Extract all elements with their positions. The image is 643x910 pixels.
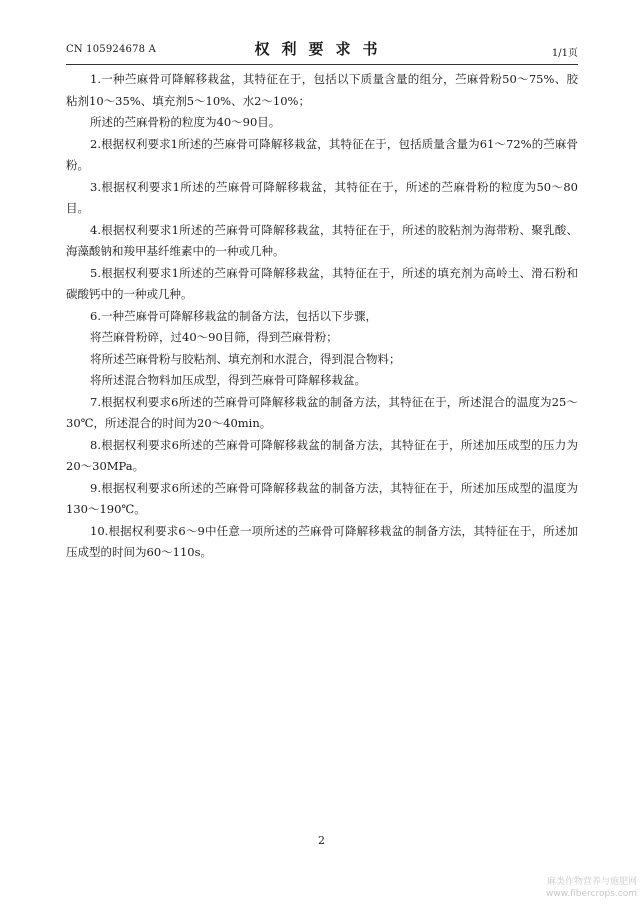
page-number: 2 <box>318 834 325 847</box>
header-divider <box>66 64 578 65</box>
claim-step: 将所述苎麻骨粉与胶粘剂、填充剂和水混合，得到混合物料； <box>90 351 401 366</box>
page-count: 1/1页 <box>551 48 578 59</box>
claim-paragraph: 2.根据权利要求1所述的苎麻骨可降解移栽盆，其特征在于，包括质量含量为61～72%的苎麻骨粉。 <box>66 136 578 172</box>
claims-body <box>66 69 578 564</box>
watermark-site-name: 麻类作物营养与施肥网 <box>546 877 637 887</box>
claim-paragraph: 8.根据权利要求6所述的苎麻骨可降解移栽盆的制备方法，其特征在于，所述加压成型的压力为20～30MPa。 <box>66 437 578 473</box>
watermark-url: www.fibercrops.com <box>546 889 637 899</box>
claim-paragraph: 10.根据权利要求6～9中任意一项所述的苎麻骨可降解移栽盆的制备方法，其特征在于，所述加压成型的时间为60～110s。 <box>66 523 578 559</box>
claim-paragraph: 6.一种苎麻骨可降解移栽盆的制备方法，包括以下步骤， <box>90 308 377 323</box>
claim-paragraph: 所述的苎麻骨粉的粒度为40～90目。 <box>90 115 281 129</box>
document-title: 权利要求书 <box>254 40 390 58</box>
claim-paragraph: 3.根据权利要求1所述的苎麻骨可降解移栽盆，其特征在于，所述的苎麻骨粉的粒度为50～80目。 <box>66 179 578 215</box>
claim-paragraph: 9.根据权利要求6所述的苎麻骨可降解移栽盆的制备方法，其特征在于，所述加压成型的温度为130～190℃。 <box>66 480 578 516</box>
claim-paragraph: 5.根据权利要求1所述的苎麻骨可降解移栽盆，其特征在于，所述的填充剂为高岭土、滑石粉和碳酸钙中的一种或几种。 <box>66 265 578 301</box>
claim-paragraph: 1.一种苎麻骨可降解移栽盆，其特征在于，包括以下质量含量的组分，苎麻骨粉50～75%、胶粘剂10～35%、填充剂5～10%、水2～10%； <box>66 72 578 108</box>
claim-step: 将苎麻骨粉碎，过40～90目筛，得到苎麻骨粉； <box>90 330 338 344</box>
document-header <box>66 38 578 64</box>
claim-step: 将所述混合物料加压成型，得到苎麻骨可降解移栽盆。 <box>90 373 366 387</box>
site-watermark <box>546 876 637 900</box>
claim-paragraph: 4.根据权利要求1所述的苎麻骨可降解移栽盆，其特征在于，所述的胶粘剂为海带粉、聚乳酸、海藻酸钠和羧甲基纤维素中的一种或几种。 <box>66 222 578 258</box>
claim-paragraph: 7.根据权利要求6所述的苎麻骨可降解移栽盆的制备方法，其特征在于，所述混合的温度为25～30℃，所述混合的时间为20～40min。 <box>66 394 578 430</box>
patent-number: CN 105924678 A <box>66 44 157 55</box>
